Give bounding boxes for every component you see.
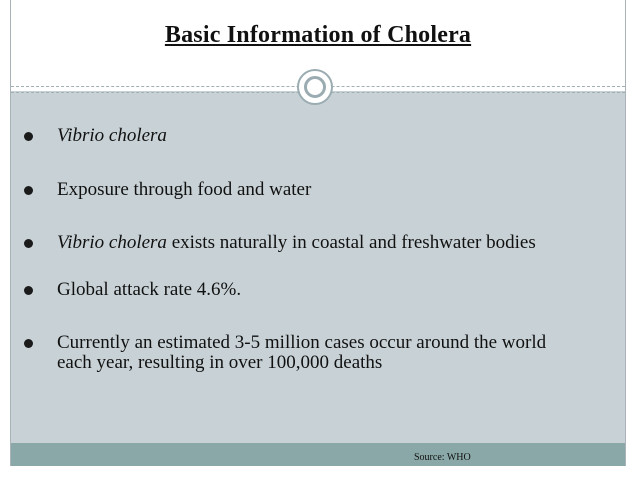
bullet-item-4: [24, 280, 584, 300]
source-note: Source: WHO: [414, 452, 471, 463]
bullet-italic-text: Vibrio cholera: [57, 232, 167, 253]
bullet-item-3: [24, 233, 584, 253]
bullet-item-5: [24, 333, 584, 373]
bullet-dot-icon: [24, 339, 33, 348]
bullet-item-2: [24, 180, 584, 200]
bullet-text: [57, 126, 584, 146]
bullet-italic-text: Vibrio cholera: [57, 125, 167, 146]
bullet-dot-icon: [24, 186, 33, 195]
bullet-plain-text: Currently an estimated 3-5 million cases occur around the world each year, resulting in over 100,000 deaths: [57, 332, 547, 373]
bullet-plain-text: Global attack rate 4.6%.: [57, 279, 242, 300]
bullet-text: [57, 333, 584, 373]
bullet-text: [57, 180, 584, 200]
bullet-dot-icon: [24, 132, 33, 141]
ring-ornament-icon: [297, 69, 333, 105]
bullet-dot-icon: [24, 286, 33, 295]
bullet-dot-icon: [24, 239, 33, 248]
bullet-plain-text: Exposure through food and water: [57, 179, 312, 200]
ring-inner-icon: [304, 76, 326, 98]
bullet-item-1: [24, 126, 584, 146]
slide-title: Basic Information of Cholera: [164, 22, 472, 48]
bullet-text: [57, 280, 584, 300]
footer-bar: [11, 443, 625, 466]
bullet-text: [57, 233, 584, 253]
bullet-plain-text: exists naturally in coastal and freshwater bodies: [166, 232, 536, 253]
